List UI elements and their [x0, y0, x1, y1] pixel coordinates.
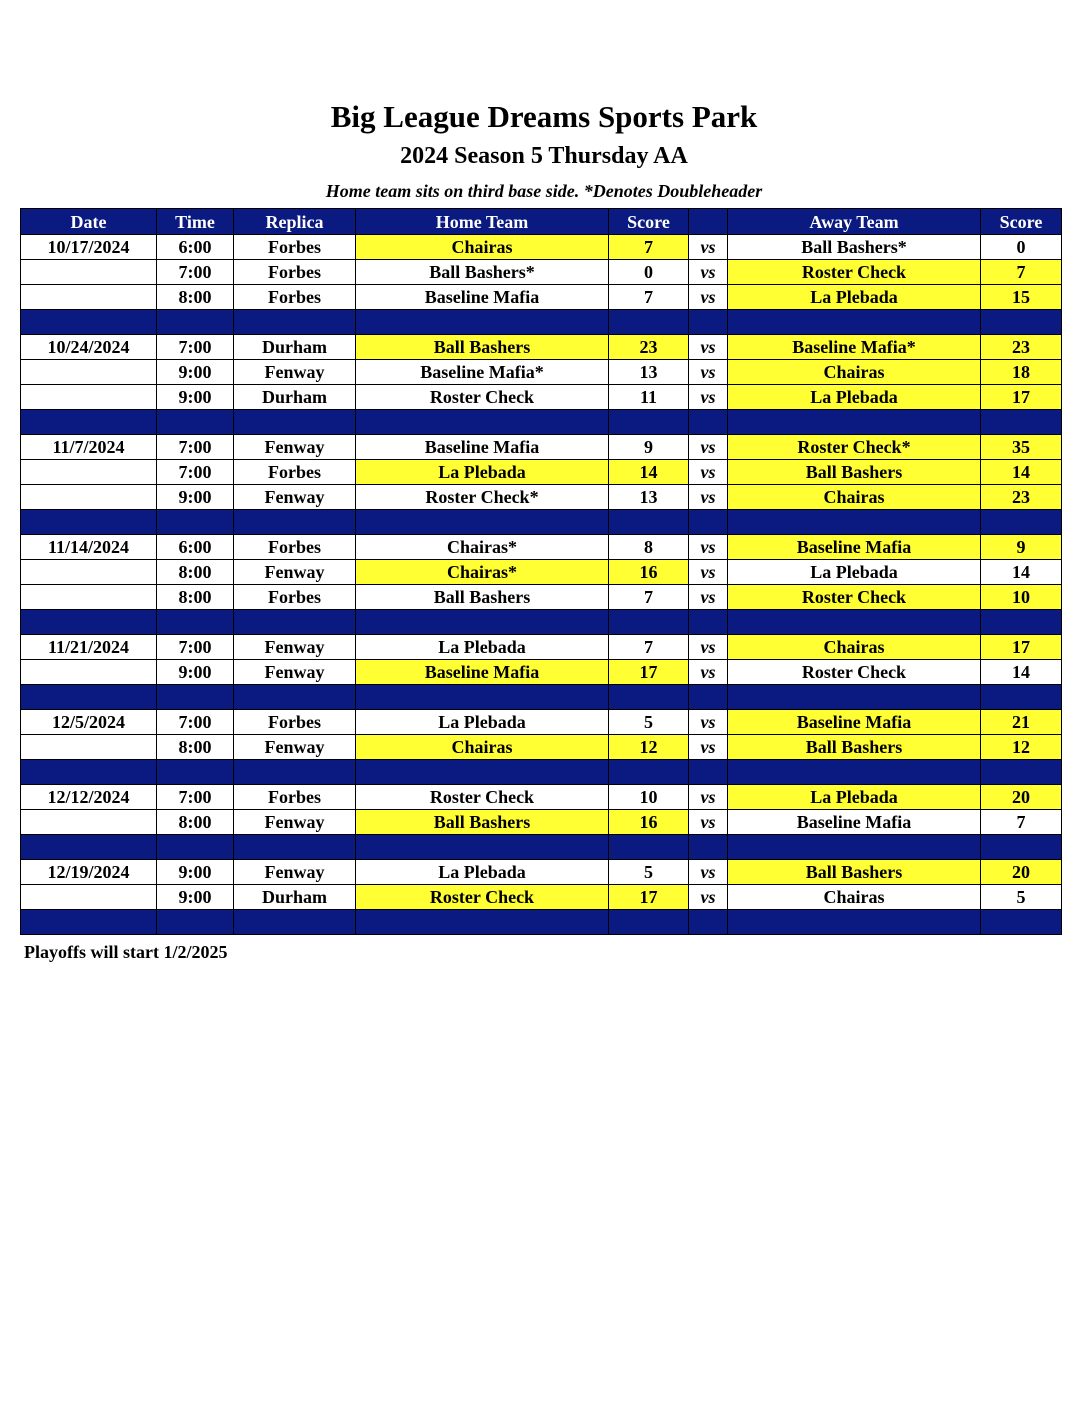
vs-label: vs [689, 660, 728, 685]
vs-label: vs [689, 810, 728, 835]
spacer-cell [981, 760, 1062, 785]
home-team: La Plebada [356, 635, 609, 660]
vs-label: vs [689, 735, 728, 760]
spacer-cell [21, 910, 157, 935]
game-row [21, 435, 1062, 460]
spacer-cell [609, 410, 689, 435]
spacer-cell [981, 610, 1062, 635]
spacer-cell [981, 310, 1062, 335]
away-score: 23 [981, 485, 1062, 510]
away-score: 23 [981, 335, 1062, 360]
vs-label: vs [689, 335, 728, 360]
game-row [21, 660, 1062, 685]
game-time: 8:00 [157, 560, 234, 585]
spacer-cell [728, 910, 981, 935]
game-row [21, 235, 1062, 260]
spacer-cell [728, 685, 981, 710]
spacer-cell [609, 835, 689, 860]
game-date: 12/19/2024 [21, 860, 157, 885]
game-row [21, 735, 1062, 760]
away-score: 14 [981, 560, 1062, 585]
game-time: 9:00 [157, 885, 234, 910]
home-team: La Plebada [356, 860, 609, 885]
spacer-cell [21, 510, 157, 535]
away-team: Ball Bashers [728, 460, 981, 485]
away-team: Roster Check [728, 260, 981, 285]
game-row [21, 635, 1062, 660]
away-team: Ball Bashers [728, 860, 981, 885]
spacer-cell [728, 760, 981, 785]
spacer-cell [981, 510, 1062, 535]
game-row [21, 385, 1062, 410]
vs-label: vs [689, 260, 728, 285]
away-team: La Plebada [728, 560, 981, 585]
home-team: Roster Check [356, 885, 609, 910]
home-score: 5 [609, 860, 689, 885]
away-team: Baseline Mafia* [728, 335, 981, 360]
home-team: Ball Bashers* [356, 260, 609, 285]
away-team: La Plebada [728, 385, 981, 410]
home-score: 7 [609, 635, 689, 660]
spacer-row [21, 410, 1062, 435]
vs-label: vs [689, 535, 728, 560]
game-row [21, 860, 1062, 885]
game-replica: Forbes [234, 235, 356, 260]
away-team: Chairas [728, 635, 981, 660]
home-score: 16 [609, 810, 689, 835]
away-team: La Plebada [728, 285, 981, 310]
vs-label: vs [689, 235, 728, 260]
home-score: 7 [609, 585, 689, 610]
home-score: 7 [609, 235, 689, 260]
game-replica: Forbes [234, 535, 356, 560]
page-title: Big League Dreams Sports Park [330, 99, 758, 134]
away-score: 9 [981, 535, 1062, 560]
game-date [21, 385, 157, 410]
away-team: La Plebada [728, 785, 981, 810]
game-row [21, 360, 1062, 385]
home-score: 11 [609, 385, 689, 410]
spacer-row [21, 510, 1062, 535]
spacer-cell [356, 910, 609, 935]
game-date: 12/5/2024 [21, 710, 157, 735]
home-score: 9 [609, 435, 689, 460]
spacer-cell [234, 610, 356, 635]
header-away-team: Away Team [728, 209, 981, 235]
spacer-cell [234, 410, 356, 435]
home-team: Baseline Mafia* [356, 360, 609, 385]
home-team: Chairas [356, 235, 609, 260]
spacer-row [21, 310, 1062, 335]
game-time: 7:00 [157, 460, 234, 485]
home-team: Roster Check [356, 385, 609, 410]
spacer-cell [356, 510, 609, 535]
playoffs-note: Playoffs will start 1/2/2025 [24, 942, 228, 962]
spacer-cell [21, 760, 157, 785]
game-row [21, 710, 1062, 735]
spacer-cell [689, 685, 728, 710]
game-replica: Fenway [234, 660, 356, 685]
spacer-cell [981, 685, 1062, 710]
spacer-cell [21, 835, 157, 860]
game-date [21, 560, 157, 585]
spacer-cell [157, 410, 234, 435]
spacer-cell [234, 910, 356, 935]
game-date: 10/17/2024 [21, 235, 157, 260]
away-score: 5 [981, 885, 1062, 910]
away-score: 17 [981, 385, 1062, 410]
game-replica: Fenway [234, 860, 356, 885]
header-date: Date [21, 209, 157, 235]
spacer-cell [157, 835, 234, 860]
spacer-cell [157, 310, 234, 335]
home-team: Baseline Mafia [356, 435, 609, 460]
away-score: 21 [981, 710, 1062, 735]
home-team: Ball Bashers [356, 335, 609, 360]
spacer-row [21, 610, 1062, 635]
home-score: 17 [609, 660, 689, 685]
spacer-row [21, 835, 1062, 860]
vs-label: vs [689, 435, 728, 460]
game-time: 7:00 [157, 335, 234, 360]
header-row [21, 209, 1062, 235]
vs-label: vs [689, 560, 728, 585]
spacer-cell [981, 835, 1062, 860]
vs-label: vs [689, 585, 728, 610]
home-score: 17 [609, 885, 689, 910]
game-replica: Forbes [234, 460, 356, 485]
header-home-team: Home Team [356, 209, 609, 235]
spacer-cell [981, 410, 1062, 435]
spacer-cell [609, 610, 689, 635]
game-time: 8:00 [157, 585, 234, 610]
game-replica: Fenway [234, 635, 356, 660]
game-time: 7:00 [157, 710, 234, 735]
home-team: Ball Bashers [356, 585, 609, 610]
spacer-cell [356, 310, 609, 335]
spacer-cell [609, 760, 689, 785]
home-team: Ball Bashers [356, 810, 609, 835]
header-replica: Replica [234, 209, 356, 235]
spacer-cell [728, 410, 981, 435]
home-score: 12 [609, 735, 689, 760]
vs-label: vs [689, 360, 728, 385]
game-date [21, 260, 157, 285]
spacer-cell [609, 510, 689, 535]
home-score: 23 [609, 335, 689, 360]
vs-label: vs [689, 860, 728, 885]
spacer-cell [234, 685, 356, 710]
header-vs [689, 209, 728, 235]
game-replica: Fenway [234, 360, 356, 385]
game-date: 10/24/2024 [21, 335, 157, 360]
home-score: 13 [609, 485, 689, 510]
vs-label: vs [689, 885, 728, 910]
spacer-cell [234, 510, 356, 535]
game-date [21, 585, 157, 610]
game-row [21, 285, 1062, 310]
home-team: Chairas* [356, 560, 609, 585]
spacer-cell [728, 510, 981, 535]
spacer-cell [21, 410, 157, 435]
game-time: 7:00 [157, 260, 234, 285]
spacer-cell [689, 760, 728, 785]
away-score: 0 [981, 235, 1062, 260]
vs-label: vs [689, 285, 728, 310]
away-team: Roster Check [728, 585, 981, 610]
spacer-cell [609, 310, 689, 335]
game-row [21, 260, 1062, 285]
game-row [21, 560, 1062, 585]
schedule-note: Home team sits on third base side. *Denotes Doubleheader [325, 181, 763, 201]
spacer-cell [21, 685, 157, 710]
game-row [21, 810, 1062, 835]
game-time: 8:00 [157, 735, 234, 760]
game-row [21, 460, 1062, 485]
away-score: 20 [981, 860, 1062, 885]
game-row [21, 535, 1062, 560]
spacer-cell [21, 310, 157, 335]
away-team: Baseline Mafia [728, 810, 981, 835]
game-time: 9:00 [157, 860, 234, 885]
game-time: 6:00 [157, 535, 234, 560]
away-score: 14 [981, 460, 1062, 485]
away-score: 14 [981, 660, 1062, 685]
game-time: 8:00 [157, 285, 234, 310]
game-time: 6:00 [157, 235, 234, 260]
away-score: 7 [981, 810, 1062, 835]
away-score: 12 [981, 735, 1062, 760]
spacer-cell [234, 310, 356, 335]
game-time: 9:00 [157, 360, 234, 385]
spacer-cell [689, 610, 728, 635]
game-replica: Durham [234, 385, 356, 410]
home-team: Baseline Mafia [356, 285, 609, 310]
game-replica: Forbes [234, 785, 356, 810]
game-replica: Fenway [234, 810, 356, 835]
game-date: 11/14/2024 [21, 535, 157, 560]
game-date [21, 485, 157, 510]
spacer-cell [234, 835, 356, 860]
home-score: 14 [609, 460, 689, 485]
game-replica: Forbes [234, 585, 356, 610]
vs-label: vs [689, 385, 728, 410]
home-score: 5 [609, 710, 689, 735]
game-replica: Fenway [234, 560, 356, 585]
away-score: 15 [981, 285, 1062, 310]
schedule-body [21, 235, 1062, 935]
spacer-cell [728, 835, 981, 860]
spacer-cell [981, 910, 1062, 935]
game-time: 9:00 [157, 660, 234, 685]
spacer-cell [356, 610, 609, 635]
vs-label: vs [689, 635, 728, 660]
away-team: Baseline Mafia [728, 535, 981, 560]
header-home-score: Score [609, 209, 689, 235]
game-row [21, 885, 1062, 910]
spacer-cell [728, 610, 981, 635]
away-team: Chairas [728, 885, 981, 910]
spacer-cell [356, 760, 609, 785]
home-team: Chairas* [356, 535, 609, 560]
spacer-row [21, 760, 1062, 785]
game-time: 7:00 [157, 785, 234, 810]
page-subtitle: 2024 Season 5 Thursday AA [400, 143, 688, 169]
schedule-table [20, 208, 1062, 935]
home-score: 7 [609, 285, 689, 310]
spacer-cell [689, 310, 728, 335]
game-replica: Forbes [234, 260, 356, 285]
home-team: Roster Check [356, 785, 609, 810]
game-row [21, 585, 1062, 610]
away-score: 20 [981, 785, 1062, 810]
spacer-cell [157, 910, 234, 935]
away-score: 35 [981, 435, 1062, 460]
vs-label: vs [689, 485, 728, 510]
game-replica: Forbes [234, 710, 356, 735]
spacer-cell [728, 310, 981, 335]
game-time: 9:00 [157, 485, 234, 510]
home-score: 10 [609, 785, 689, 810]
spacer-cell [689, 410, 728, 435]
home-score: 16 [609, 560, 689, 585]
away-team: Chairas [728, 485, 981, 510]
home-team: La Plebada [356, 710, 609, 735]
away-score: 17 [981, 635, 1062, 660]
spacer-cell [689, 510, 728, 535]
header-time: Time [157, 209, 234, 235]
game-replica: Fenway [234, 435, 356, 460]
home-team: La Plebada [356, 460, 609, 485]
away-team: Roster Check* [728, 435, 981, 460]
game-row [21, 785, 1062, 810]
home-score: 0 [609, 260, 689, 285]
vs-label: vs [689, 460, 728, 485]
spacer-cell [689, 910, 728, 935]
away-team: Chairas [728, 360, 981, 385]
spacer-cell [157, 760, 234, 785]
home-score: 8 [609, 535, 689, 560]
home-team: Roster Check* [356, 485, 609, 510]
spacer-cell [157, 610, 234, 635]
spacer-cell [356, 835, 609, 860]
spacer-cell [234, 760, 356, 785]
home-team: Baseline Mafia [356, 660, 609, 685]
spacer-row [21, 910, 1062, 935]
spacer-cell [689, 835, 728, 860]
game-row [21, 335, 1062, 360]
away-team: Ball Bashers* [728, 235, 981, 260]
away-team: Baseline Mafia [728, 710, 981, 735]
game-date [21, 810, 157, 835]
spacer-cell [356, 410, 609, 435]
spacer-cell [157, 685, 234, 710]
game-time: 9:00 [157, 385, 234, 410]
spacer-cell [609, 910, 689, 935]
game-time: 7:00 [157, 635, 234, 660]
spacer-row [21, 685, 1062, 710]
game-replica: Fenway [234, 735, 356, 760]
away-score: 18 [981, 360, 1062, 385]
spacer-cell [21, 610, 157, 635]
game-date [21, 735, 157, 760]
home-score: 13 [609, 360, 689, 385]
spacer-cell [609, 685, 689, 710]
spacer-cell [157, 510, 234, 535]
game-time: 7:00 [157, 435, 234, 460]
game-date: 11/7/2024 [21, 435, 157, 460]
game-date: 12/12/2024 [21, 785, 157, 810]
header-away-score: Score [981, 209, 1062, 235]
vs-label: vs [689, 785, 728, 810]
game-time: 8:00 [157, 810, 234, 835]
away-score: 7 [981, 260, 1062, 285]
game-date: 11/21/2024 [21, 635, 157, 660]
game-date [21, 885, 157, 910]
game-date [21, 360, 157, 385]
away-score: 10 [981, 585, 1062, 610]
game-date [21, 285, 157, 310]
game-row [21, 485, 1062, 510]
away-team: Roster Check [728, 660, 981, 685]
home-team: Chairas [356, 735, 609, 760]
vs-label: vs [689, 710, 728, 735]
game-date [21, 660, 157, 685]
game-date [21, 460, 157, 485]
away-team: Ball Bashers [728, 735, 981, 760]
spacer-cell [356, 685, 609, 710]
game-replica: Durham [234, 335, 356, 360]
game-replica: Fenway [234, 485, 356, 510]
game-replica: Forbes [234, 285, 356, 310]
game-replica: Durham [234, 885, 356, 910]
